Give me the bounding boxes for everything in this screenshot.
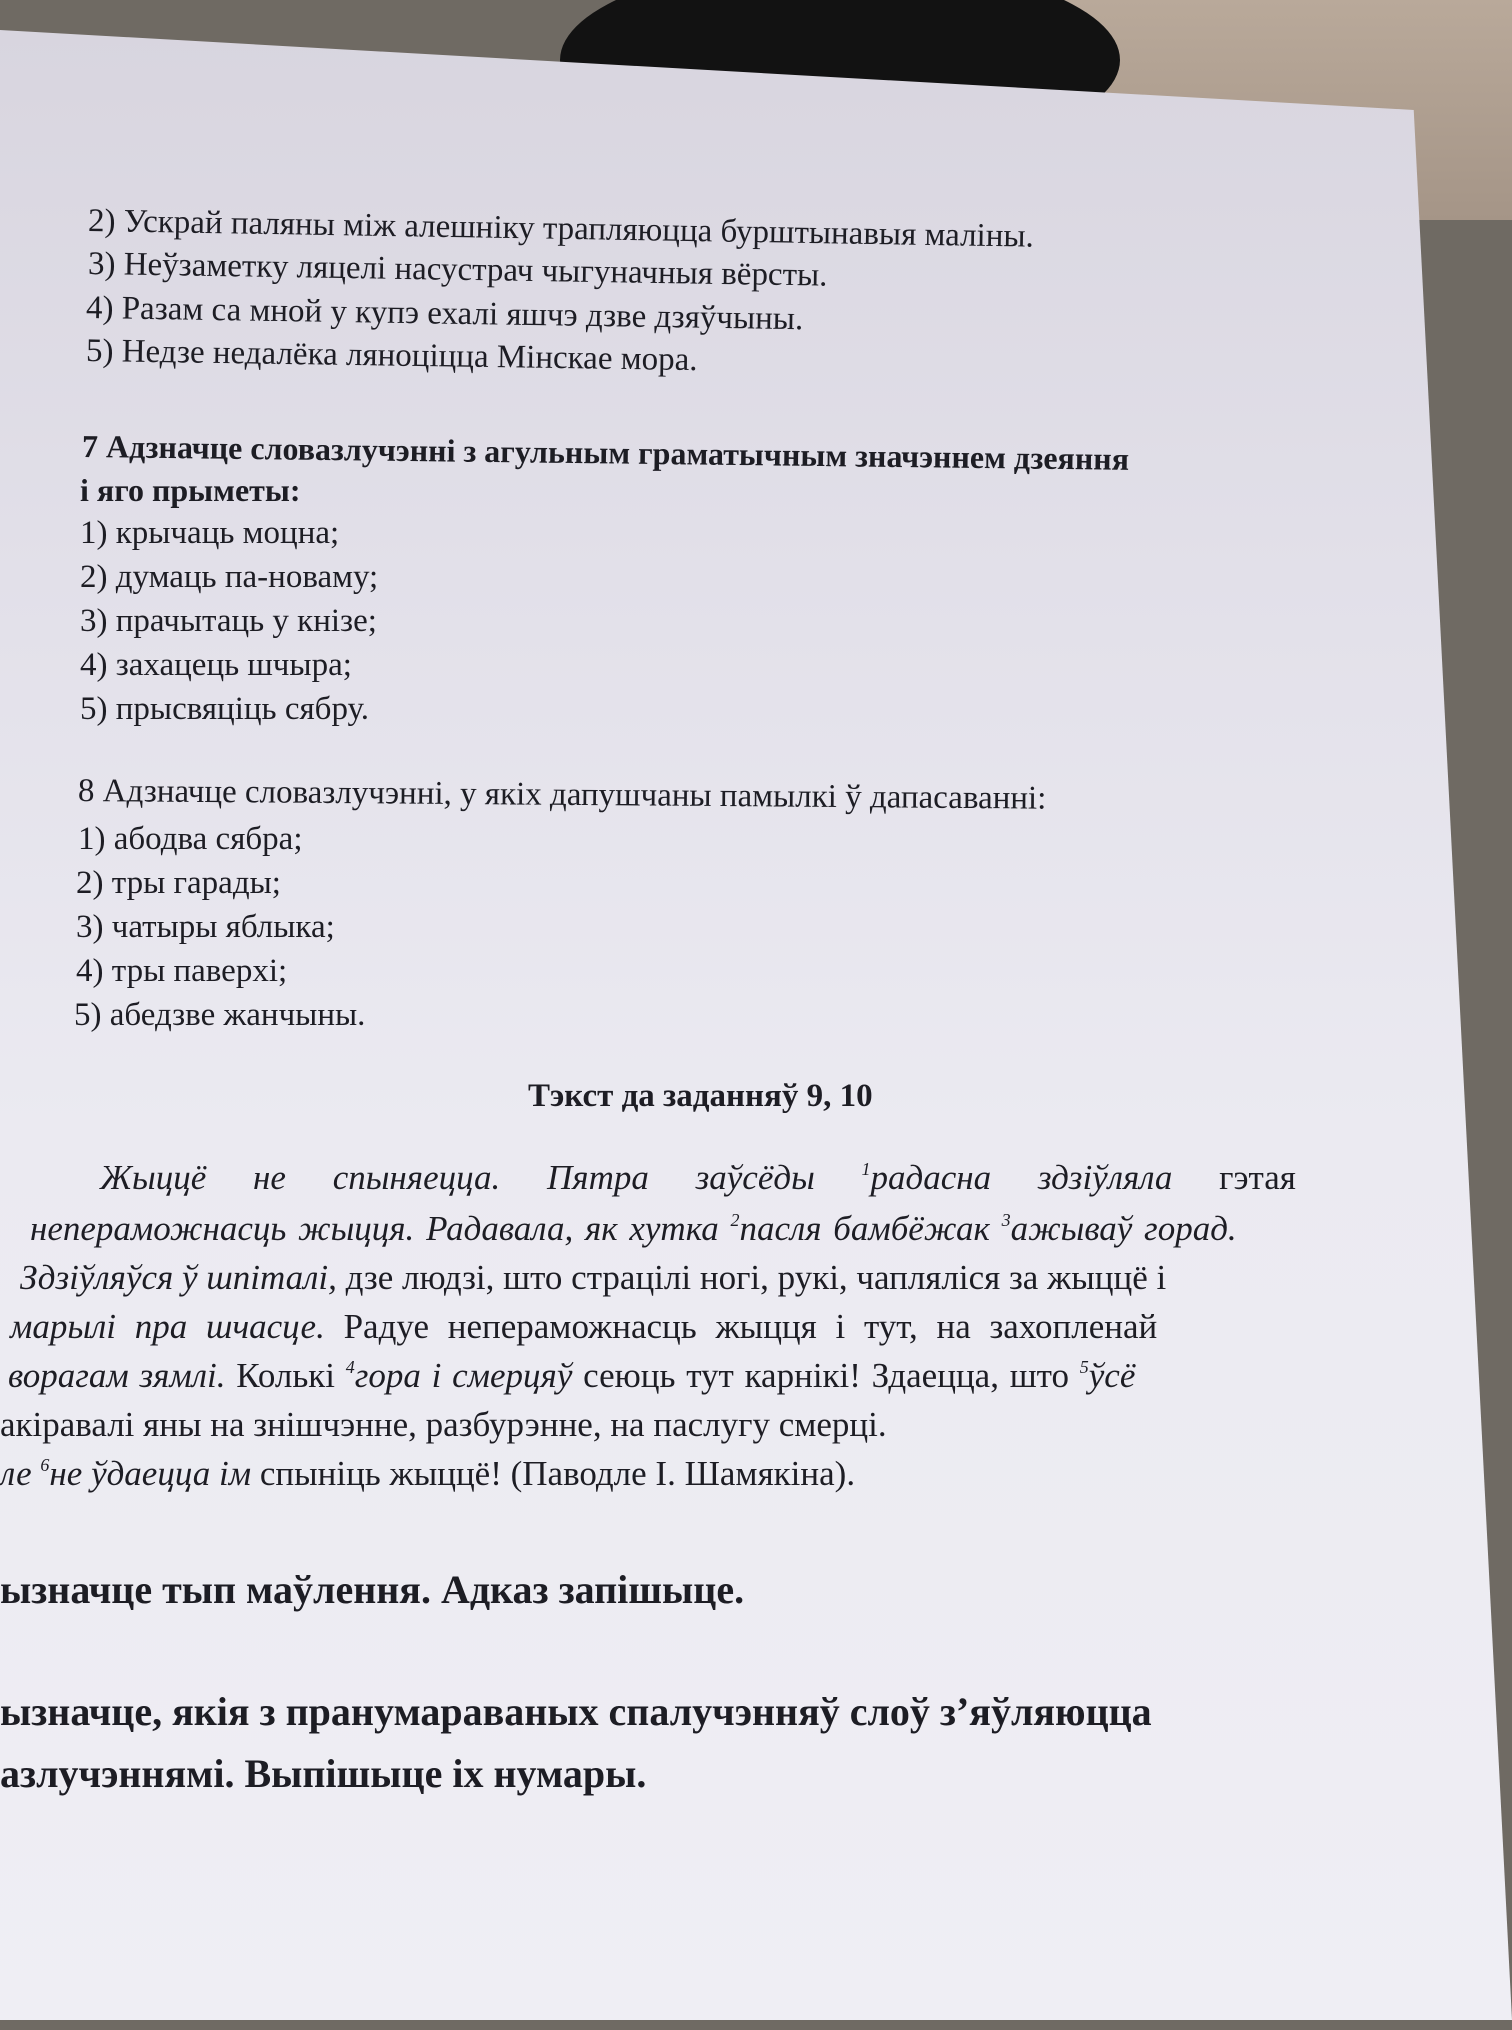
marker-4: 4 [345,1357,355,1377]
text-line-6: акіравалі яны на знішчэнне, разбурэнне, на паслугу смерці. [0,1405,887,1444]
text-line-4 [10,1305,1157,1348]
text-line-3 [20,1256,1166,1299]
question-8-option-5: 5) абедзве жанчыны. [74,997,366,1033]
marker-5: 5 [1079,1357,1089,1377]
question-8-option-2: 2) тры гарады; [76,865,281,901]
task-9: ызначце тып маўлення. Адказ запішыце. [0,1567,745,1612]
top-list-item-3: 3) Неўзаметку ляцелі насустрач чыгуначныя вёрсты. [87,246,828,294]
text-fragment: Радавала, як хутка [426,1209,731,1248]
phrase-2: пасля бамбёжак [739,1209,1002,1248]
text-heading: Тэкст да заданняў 9, 10 [528,1078,873,1114]
text-fragment: марылі пра шчасце. [10,1307,344,1346]
text-fragment: дзе людзі, што страцілі ногі, рукі, чапляліся за жыццё і [345,1258,1167,1297]
question-7-option-2: 2) думаць па-новаму; [80,559,379,595]
text-fragment: спыніць жыццё! (Паводле І. Шамякіна). [251,1454,856,1493]
question-7-title-cont: і яго прыметы: [80,472,301,508]
phrase-3: ажываў горад. [1010,1209,1237,1248]
phrase-4: гора і смерцяў [354,1356,573,1395]
phrase-5: ўсё [1088,1356,1136,1395]
task-10-line-2: азлучэннямі. Выпішыце іх нумары. [0,1751,647,1796]
question-8-option-4: 4) тры паверхі; [76,953,288,989]
text-fragment: Жыццё не спыняецца. Пятра заўсёды [100,1158,862,1197]
text-fragment: Радуе непераможнасць жыцця і тут, на захопленай [343,1307,1158,1346]
question-8-option-3: 3) чатыры яблыка; [76,909,335,945]
marker-6: 6 [40,1455,50,1475]
marker-3: 3 [1001,1210,1011,1230]
top-list-item-4: 4) Разам са мной у купэ ехалі яшчэ дзве дзяўчыны. [85,290,804,338]
marker-1: 1 [861,1159,871,1179]
text-fragment: гэтая [1172,1158,1296,1197]
text-fragment: ворагам зямлі. [8,1356,237,1395]
text-line-7 [0,1452,855,1495]
marker-2: 2 [730,1210,740,1230]
phrase-1: радасна здзіўляла [870,1158,1173,1197]
question-8-title: 8 Адзначце словазлучэнні, у якіх дапушчаны памылкі ў дапасаванні: [77,773,1047,817]
text-fragment: ле [0,1454,41,1493]
text-line-5 [8,1354,1135,1397]
text-fragment: Колькі [236,1356,346,1395]
text-line-1 [100,1156,1296,1199]
text-fragment: непераможнасць жыцця. [30,1209,427,1248]
text-fragment: сеюць тут карнікі! Здаецца, што [572,1356,1080,1395]
question-7-title: 7 Адзначце словазлучэнні з агульным граматычным значэннем дзеяння [81,428,1130,477]
question-7-option-4: 4) захацець шчыра; [80,647,352,683]
task-10-line-1: ызначце, якія з пранумараваных спалучэнняў слоў з’яўляюцца [0,1689,1152,1734]
question-8-option-1: 1) абодва сябра; [78,821,303,857]
text-fragment: Здзіўляўся ў шпіталі, [20,1258,346,1297]
question-7-option-3: 3) прачытаць у кнізе; [80,603,377,639]
phrase-6: не ўдаецца ім [49,1454,252,1493]
question-7-option-1: 1) крычаць моцна; [80,515,340,551]
top-list-item-2: 2) Ускрай паляны між алешніку трапляюцца бурштынавыя маліны. [87,203,1035,255]
text-line-2 [30,1207,1237,1250]
top-list-item-5: 5) Недзе недалёка ляноціцца Мінскае мора. [85,333,698,379]
question-7-option-5: 5) прысвяціць сябру. [80,691,369,727]
